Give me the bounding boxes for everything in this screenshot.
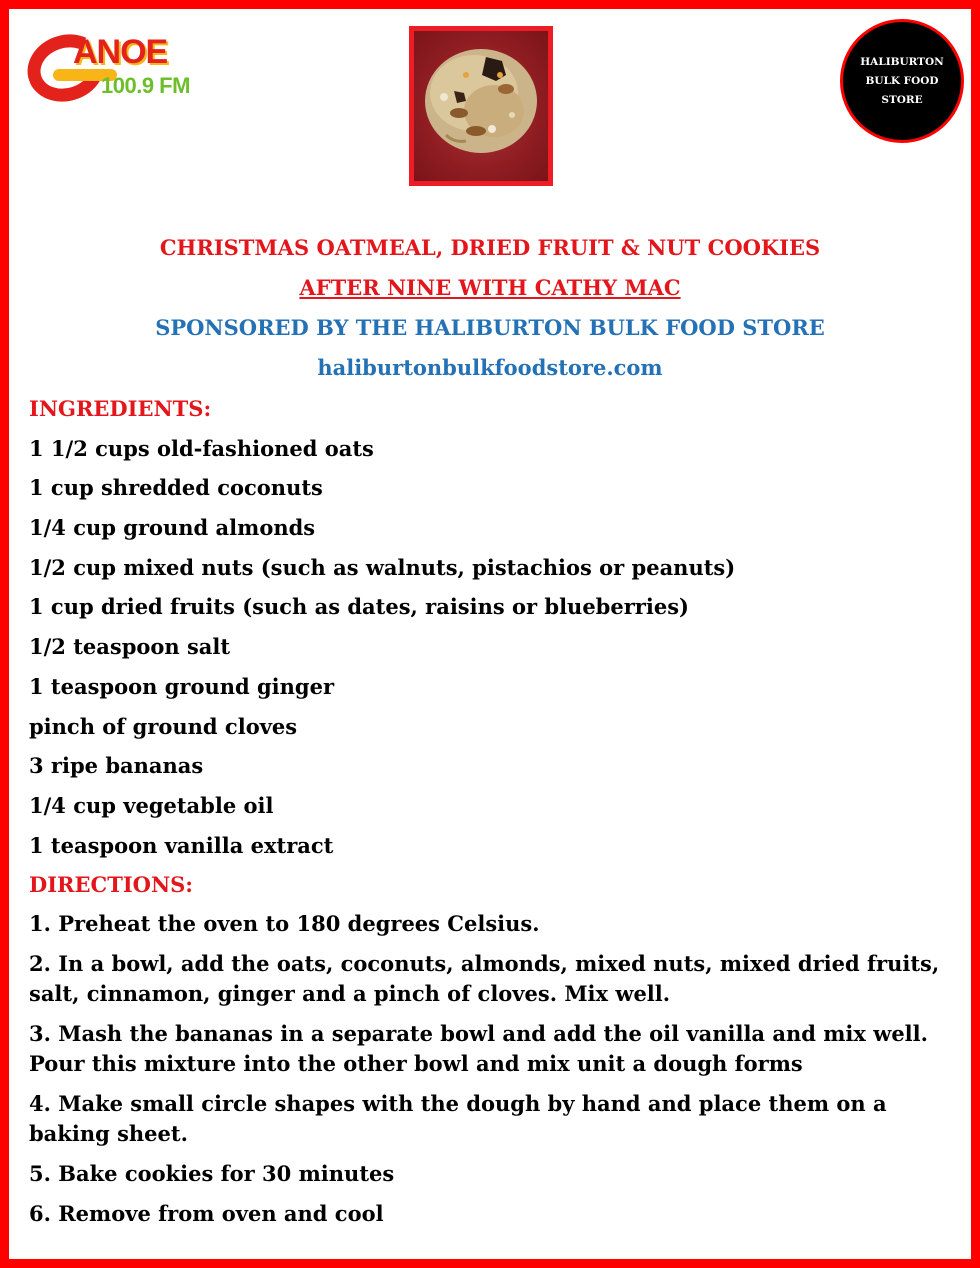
direction-step-line: Pour this mixture into the other bowl and mix unit a dough forms (29, 1050, 803, 1076)
recipe-content (29, 233, 951, 1239)
direction-step-line: 6. Remove from oven and cool (29, 1200, 384, 1226)
ingredient-item: 1 cup shredded coconuts (29, 475, 323, 501)
ingredient-item: 1 1/2 cups old-fashioned oats (29, 435, 374, 461)
canoe-radio-logo (27, 31, 227, 107)
badge-line: HALIBURTON (860, 55, 944, 68)
directions-heading: DIRECTIONS: (29, 872, 194, 898)
ingredient-item: 1 teaspoon vanilla extract (29, 832, 334, 858)
haliburton-store-badge (840, 19, 964, 143)
badge-line: STORE (881, 93, 923, 106)
ingredients-heading: INGREDIENTS: (29, 396, 212, 421)
ingredient-item: pinch of ground cloves (29, 713, 298, 739)
website-link[interactable]: haliburtonbulkfoodstore.com (317, 355, 663, 380)
badge-text (857, 53, 947, 110)
cookie-photo (409, 26, 553, 186)
ingredients-list (29, 433, 951, 870)
ingredient-item: 1 cup dried fruits (such as dates, raisins or blueberries) (29, 594, 689, 620)
direction-step (29, 1159, 951, 1199)
direction-step-line: 1. Preheat the oven to 180 degrees Celsius. (29, 910, 540, 936)
directions-list (29, 909, 951, 1239)
direction-step-line: 3. Mash the bananas in a separate bowl and add the oil vanilla and mix well. (29, 1020, 928, 1046)
logo-name: ANOE (73, 33, 168, 71)
ingredient-item: 1/4 cup vegetable oil (29, 792, 274, 818)
logo-frequency: 100.9 FM (101, 73, 190, 98)
direction-step (29, 949, 951, 1019)
ingredient-item: 1/2 teaspoon salt (29, 634, 231, 660)
direction-step-line: salt, cinnamon, ginger and a pinch of cloves. Mix well. (29, 980, 671, 1006)
direction-step (29, 1019, 951, 1089)
ingredient-item: 1/4 cup ground almonds (29, 515, 316, 541)
direction-step (29, 909, 951, 949)
ingredient-item: 1 teaspoon ground ginger (29, 673, 335, 699)
direction-step (29, 1089, 951, 1159)
show-name-text: AFTER NINE WITH CATHY MAC (299, 275, 681, 300)
recipe-title: CHRISTMAS OATMEAL, DRIED FRUIT & NUT COOKIES (159, 235, 821, 260)
direction-step-line: 5. Bake cookies for 30 minutes (29, 1160, 395, 1186)
direction-step-line: baking sheet. (29, 1120, 188, 1146)
direction-step (29, 1199, 951, 1239)
sponsor-line: SPONSORED BY THE HALIBURTON BULK FOOD STORE (155, 315, 825, 340)
direction-step-line: 2. In a bowl, add the oats, coconuts, almonds, mixed nuts, mixed dried fruits, (29, 950, 940, 976)
show-name (29, 273, 951, 313)
ingredient-item: 1/2 cup mixed nuts (such as walnuts, pistachios or peanuts) (29, 554, 736, 580)
ingredient-item: 3 ripe bananas (29, 753, 204, 779)
direction-step-line: 4. Make small circle shapes with the dough by hand and place them on a (29, 1090, 887, 1116)
cookie-image (414, 31, 548, 181)
badge-line: BULK FOOD (865, 74, 939, 87)
